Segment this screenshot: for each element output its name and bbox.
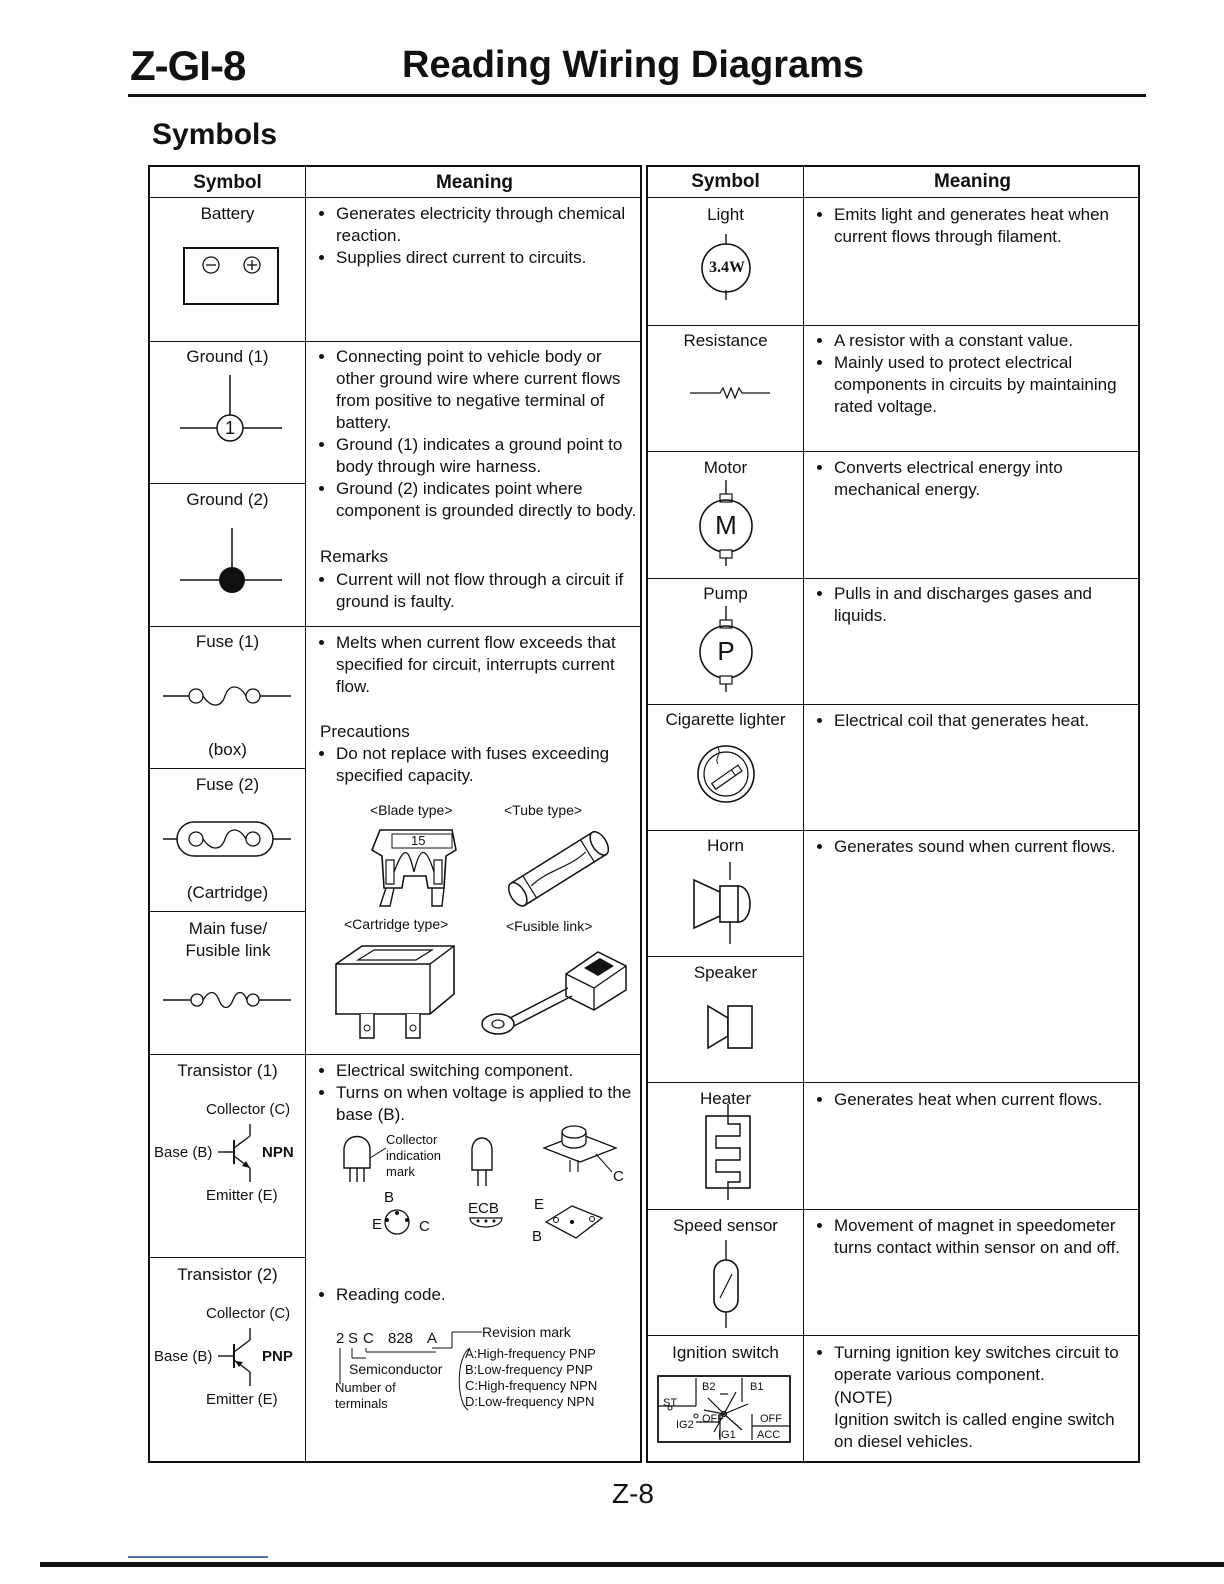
fuse1-symbol-icon xyxy=(163,684,293,708)
transistor1-collector: Collector (C) xyxy=(206,1101,291,1118)
ground1-number: 1 xyxy=(224,418,235,438)
heater-item: • Generates heat when current flows. xyxy=(834,1089,1136,1111)
fuse1-label: Fuse (1) xyxy=(195,632,260,651)
precautions-item: • Do not replace with fuses exceeding specified capacity. xyxy=(336,743,640,787)
transistor-item: • Turns on when voltage is applied to the base (B). xyxy=(336,1082,640,1126)
speaker-label: Speaker xyxy=(693,963,758,982)
left-row-line xyxy=(148,768,306,769)
transistor1-emitter: Emitter (E) xyxy=(206,1187,278,1204)
bottom-rule xyxy=(40,1562,1224,1567)
frequency-code-d: D:Low-frequency NPN xyxy=(465,1394,595,1409)
ignition-item: • Turning ignition key switches circuit to operate various component. xyxy=(834,1342,1138,1386)
speed-meaning xyxy=(816,1215,1138,1259)
left-col-divider xyxy=(305,165,307,1463)
remarks-list xyxy=(318,569,640,613)
right-row-line xyxy=(646,451,1140,452)
transistor-flat-view-icon xyxy=(468,1216,504,1230)
reading-code xyxy=(318,1284,640,1306)
resistance-label: Resistance xyxy=(683,331,768,350)
left-row-line xyxy=(148,911,306,912)
left-row-line xyxy=(148,483,306,484)
light-meaning xyxy=(816,204,1136,248)
remarks-title: Remarks xyxy=(320,547,389,566)
ground1-label: Ground (1) xyxy=(186,347,269,366)
page-number: Z-8 xyxy=(612,1478,654,1509)
pump-letter: P xyxy=(717,636,735,666)
left-symbol-header: Symbol xyxy=(193,172,262,193)
light-wattage: 3.4W xyxy=(709,259,745,276)
ground-item: • Ground (1) indicates a ground point to body through wire harness. xyxy=(336,434,640,478)
page-code: Z-GI-8 xyxy=(130,42,246,89)
right-row-line xyxy=(646,1082,1140,1083)
light-label: Light xyxy=(707,205,744,224)
ignition-b2: B2 xyxy=(702,1381,716,1393)
ground-item: • Ground (2) indicates point where component is grounded directly to body. xyxy=(336,478,640,522)
cigarette-lighter-icon xyxy=(696,744,756,804)
lighter-meaning xyxy=(816,710,1136,732)
power-transistor-bottom-icon xyxy=(542,1202,606,1242)
ignition-ig1: IG1 xyxy=(718,1429,736,1441)
pnp-transistor-icon xyxy=(218,1328,258,1388)
battery-meaning xyxy=(318,203,638,269)
motor-meaning xyxy=(816,457,1136,501)
speed-sensor-icon xyxy=(708,1240,748,1330)
cartridge-type-label: <Cartridge type> xyxy=(344,916,449,932)
section-title: Symbols xyxy=(152,118,278,151)
speed-item: • Movement of magnet in speedometer turns contact within sensor on and off. xyxy=(834,1215,1138,1259)
speed-label: Speed sensor xyxy=(673,1216,778,1235)
pump-meaning xyxy=(816,583,1136,627)
ground2-symbol-icon xyxy=(180,528,285,598)
pin-e-label-2: E xyxy=(534,1196,545,1213)
ignition-acc: ACC xyxy=(757,1429,781,1441)
right-row-line xyxy=(646,1335,1140,1336)
semiconductor-label: Semiconductor xyxy=(349,1361,443,1377)
motor-item: • Converts electrical energy into mechanical energy. xyxy=(834,457,1136,501)
ignition-meaning xyxy=(816,1342,1138,1386)
left-row-line xyxy=(148,341,642,342)
right-row-line xyxy=(646,956,804,957)
resistor-icon xyxy=(690,386,770,400)
transistor2-emitter: Emitter (E) xyxy=(206,1391,278,1408)
left-meaning-header: Meaning xyxy=(435,172,514,193)
ignition-b1: B1 xyxy=(750,1381,764,1393)
fuse2-label: Fuse (2) xyxy=(195,775,260,794)
ignition-label: Ignition switch xyxy=(672,1343,779,1362)
right-row-line xyxy=(646,578,1140,579)
number-of-terminals-label: Number of terminals xyxy=(335,1380,396,1411)
right-row-line xyxy=(646,1209,1140,1210)
transistor-item: • Electrical switching component. xyxy=(336,1060,640,1082)
transistor1-label: Transistor (1) xyxy=(177,1061,278,1080)
page-title: Reading Wiring Diagrams xyxy=(402,44,865,86)
lighter-item: • Electrical coil that generates heat. xyxy=(834,710,1136,732)
transistor2-collector: Collector (C) xyxy=(206,1305,291,1322)
fuse-meaning xyxy=(318,632,640,698)
collector-indication-mark: Collector indication mark xyxy=(386,1132,441,1179)
header-rule xyxy=(128,94,1146,97)
transistor-package-icon xyxy=(340,1128,386,1184)
left-row-line xyxy=(148,1054,642,1055)
light-item: • Emits light and generates heat when current flows through filament. xyxy=(834,204,1136,248)
pump-item: • Pulls in and discharges gases and liquids. xyxy=(834,583,1136,627)
motor-letter: M xyxy=(715,510,737,540)
fuse1-sub: (box) xyxy=(208,740,247,759)
pin-b-label: B xyxy=(384,1189,395,1206)
heater-label: Heater xyxy=(699,1089,752,1108)
horn-label: Horn xyxy=(707,836,744,855)
transistor-side-icon xyxy=(468,1132,498,1188)
left-row-line xyxy=(148,1257,306,1258)
power-transistor-icon xyxy=(540,1126,620,1174)
transistor2-label: Transistor (2) xyxy=(177,1265,278,1284)
revision-mark: Revision mark xyxy=(482,1324,571,1340)
precautions-list xyxy=(318,743,640,787)
horn-meaning xyxy=(816,836,1136,858)
mainfuse-symbol-icon xyxy=(163,990,293,1010)
heater-meaning xyxy=(816,1089,1136,1111)
remarks-item: • Current will not flow through a circuit if ground is faulty. xyxy=(336,569,640,613)
fuse2-sub: (Cartridge) xyxy=(186,883,269,902)
bottom-stub xyxy=(128,1556,268,1558)
frequency-code-a: A:High-frequency PNP xyxy=(465,1346,596,1361)
pin-b-label-2: B xyxy=(532,1228,543,1245)
ignition-st: ST xyxy=(663,1397,678,1409)
right-symbol-header: Symbol xyxy=(691,171,760,192)
transistor1-type: NPN xyxy=(262,1144,294,1161)
left-row-line xyxy=(148,626,642,627)
npn-transistor-icon xyxy=(218,1124,258,1184)
cartridge-fuse-icon xyxy=(332,940,460,1044)
reading-code-item: • Reading code. xyxy=(336,1284,640,1306)
ground-item: • Connecting point to vehicle body or other ground wire where current flows from positive to negative terminal of battery. xyxy=(336,346,640,434)
transistor2-type: PNP xyxy=(262,1348,293,1365)
ignition-note-title: (NOTE) xyxy=(834,1388,893,1407)
heater-icon xyxy=(702,1104,754,1200)
right-col-divider xyxy=(803,165,805,1463)
battery-item: • Supplies direct current to circuits. xyxy=(336,247,638,269)
resistance-meaning xyxy=(816,330,1136,418)
transistor-meaning xyxy=(318,1060,640,1126)
code-letter-s: S xyxy=(348,1330,359,1347)
battery-item: • Generates electricity through chemical reaction. xyxy=(336,203,638,247)
pump-label: Pump xyxy=(703,584,748,603)
code-letter-a: A xyxy=(427,1330,438,1347)
frequency-code-c: C:High-frequency NPN xyxy=(465,1378,598,1393)
pin-e-label: E xyxy=(372,1216,383,1233)
fusible-link-label: <Fusible link> xyxy=(506,918,593,934)
code-letter-c: C xyxy=(363,1330,374,1347)
right-row-line xyxy=(646,325,1140,326)
fuse-item: • Melts when current flow exceeds that specified for circuit, interrupts current flow. xyxy=(336,632,640,698)
tube-type-label: <Tube type> xyxy=(504,802,583,818)
ignition-off2: OFF xyxy=(760,1413,782,1425)
speaker-icon xyxy=(706,1002,756,1052)
ignition-note: Ignition switch is called engine switch on diesel vehicles. xyxy=(834,1410,1115,1451)
resistance-item: • A resistor with a constant value. xyxy=(834,330,1136,352)
right-header-line xyxy=(646,197,1140,198)
pin-c-label-2: C xyxy=(419,1218,430,1235)
ground2-label: Ground (2) xyxy=(186,490,269,509)
ignition-off1: OFF xyxy=(702,1413,724,1425)
transistor2-base: Base (B) xyxy=(154,1348,213,1365)
battery-label: Battery xyxy=(200,204,255,223)
ground-meaning xyxy=(318,346,640,522)
transistor1-base: Base (B) xyxy=(154,1144,213,1161)
horn-icon xyxy=(690,862,770,946)
pin-ecb-label: ECB xyxy=(468,1200,499,1217)
lighter-label: Cigarette lighter xyxy=(665,710,786,729)
resistance-item: • Mainly used to protect electrical components in circuits by maintaining rated voltage. xyxy=(834,352,1136,418)
right-meaning-header: Meaning xyxy=(933,171,1012,192)
frequency-code-b: B:Low-frequency PNP xyxy=(465,1362,593,1377)
right-row-line xyxy=(646,704,1140,705)
ignition-ig2: IG2 xyxy=(676,1419,694,1431)
mainfuse-label: Main fuse/ Fusible link xyxy=(185,919,271,960)
blade-type-label: <Blade type> xyxy=(370,802,453,818)
fusible-link-icon xyxy=(480,944,630,1036)
pin-c-label: C xyxy=(613,1168,624,1185)
fuse2-symbol-icon xyxy=(163,820,293,858)
tube-fuse-icon xyxy=(496,830,620,906)
code-number: 828 xyxy=(388,1330,414,1347)
left-header-line xyxy=(148,197,642,198)
battery-symbol-icon xyxy=(182,246,282,306)
motor-label: Motor xyxy=(703,458,748,477)
blade-fuse-number: 15 xyxy=(411,833,426,848)
code-digit-2: 2 xyxy=(336,1330,345,1347)
precautions-title: Precautions xyxy=(320,722,410,741)
right-row-line xyxy=(646,830,1140,831)
horn-item: • Generates sound when current flows. xyxy=(834,836,1136,858)
